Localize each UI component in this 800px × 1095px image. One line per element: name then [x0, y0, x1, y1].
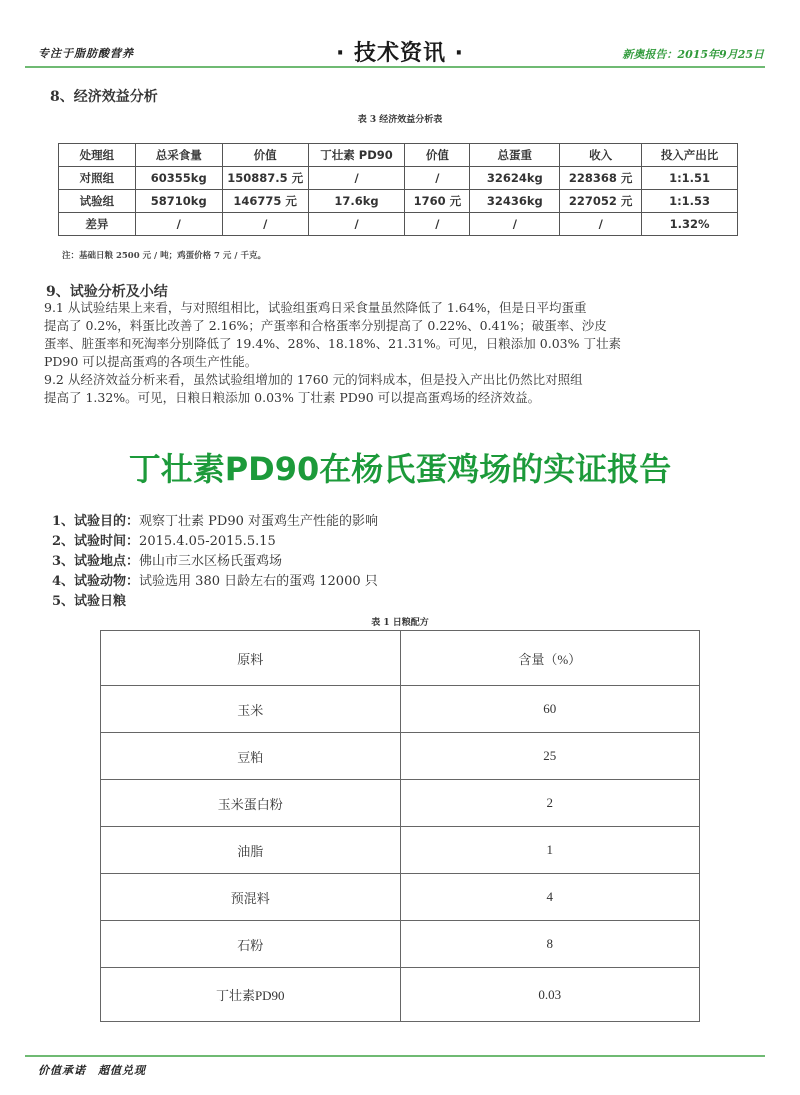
table-cell: 石粉	[101, 921, 401, 968]
header-slogan: 专注于脂肪酸营养	[38, 47, 134, 60]
list-item-label: 4、试验动物：	[52, 574, 140, 589]
table-cell: 1:1.53	[642, 190, 738, 213]
table-cell: 17.6kg	[308, 190, 405, 213]
table-cell: /	[222, 213, 308, 236]
table-cell: /	[560, 213, 642, 236]
list-item-label: 1、试验目的：	[52, 514, 140, 529]
table-cell: 对照组	[59, 167, 136, 190]
table-cell: 试验组	[59, 190, 136, 213]
paragraph-9-2	[44, 371, 764, 407]
table-cell: 2	[400, 780, 700, 827]
text-line: 提高了 1.32%。可见，日粮日粮添加 0.03% 丁壮素 PD90 可以提高蛋鸡场的经济效益。	[44, 390, 541, 405]
table-cell: /	[308, 167, 405, 190]
list-item-value: 佛山市三水区杨氏蛋鸡场	[139, 554, 283, 569]
header-cell: 收入	[560, 144, 642, 167]
table-cell: /	[308, 213, 405, 236]
header-cell: 含量（%）	[400, 631, 700, 686]
table-cell: 228368 元	[560, 167, 642, 190]
table-cell: 150887.5 元	[222, 167, 308, 190]
paragraph-9-1	[44, 299, 764, 371]
text-line: 蛋率、脏蛋率和死淘率分别降低了 19.4%、28%、18.18%、21.31%。可见，日粮添加 0.03% 丁壮素	[44, 336, 621, 351]
diet-formula-table	[100, 630, 700, 1022]
list-item	[52, 552, 378, 572]
table-row	[101, 921, 700, 968]
header-title: · 技术资讯 ·	[335, 41, 465, 66]
trial-info-list	[52, 512, 378, 612]
table-cell: 146775 元	[222, 190, 308, 213]
table-cell: 8	[400, 921, 700, 968]
table-cell: 60	[400, 686, 700, 733]
table-cell: 25	[400, 733, 700, 780]
list-item-label: 2、试验时间：	[52, 534, 140, 549]
header-cell: 处理组	[59, 144, 136, 167]
table-row	[101, 686, 700, 733]
list-item-label: 5、试验日粮	[52, 594, 127, 609]
text-line: 提高了 0.2%，料蛋比改善了 2.16%；产蛋率和合格蛋率分别提高了 0.22%、0.41%；破蛋率、沙皮	[44, 318, 607, 333]
table-cell: 玉米	[101, 686, 401, 733]
table-row	[101, 968, 700, 1022]
header-cell: 投入产出比	[642, 144, 738, 167]
table-row	[59, 167, 738, 190]
list-item-value: 观察丁壮素 PD90 对蛋鸡生产性能的影响	[139, 514, 379, 529]
list-item	[52, 512, 378, 532]
table-cell: 玉米蛋白粉	[101, 780, 401, 827]
table-cell: 油脂	[101, 827, 401, 874]
table-cell: 60355kg	[135, 167, 222, 190]
table-cell: 0.03	[400, 968, 700, 1022]
table-cell: 差异	[59, 213, 136, 236]
economic-analysis-table	[58, 143, 738, 236]
list-item	[52, 572, 378, 592]
table-cell: 1.32%	[642, 213, 738, 236]
table-cell: 预混料	[101, 874, 401, 921]
table-cell: 丁壮素PD90	[101, 968, 401, 1022]
table-cell: 58710kg	[135, 190, 222, 213]
list-item-value: 2015.4.05-2015.5.15	[139, 534, 276, 549]
table-cell: 4	[400, 874, 700, 921]
table3-caption: 表 3 经济效益分析表	[357, 115, 443, 125]
header-date: 新奥报告：2015年9月25日	[622, 48, 764, 61]
table1-caption: 表 1 日粮配方	[371, 618, 429, 628]
header-cell: 总采食量	[135, 144, 222, 167]
table-header-row	[59, 144, 738, 167]
table-row	[59, 190, 738, 213]
table-cell: 1:1.51	[642, 167, 738, 190]
list-item-label: 3、试验地点：	[52, 554, 140, 569]
text-line: 9.1 从试验结果上来看，与对照组相比，试验组蛋鸡日采食量虽然降低了 1.64%，但是日平均蛋重	[44, 300, 587, 315]
table-cell: 1	[400, 827, 700, 874]
header-cell: 总蛋重	[470, 144, 560, 167]
table-cell: 32624kg	[470, 167, 560, 190]
table-cell: /	[470, 213, 560, 236]
footer-divider	[25, 1055, 765, 1057]
table-row	[101, 780, 700, 827]
table3-note: 注：基础日粮 2500 元 / 吨；鸡蛋价格 7 元 / 千克。	[62, 251, 266, 261]
list-item-value: 试验选用 380 日龄左右的蛋鸡 12000 只	[139, 574, 378, 589]
text-line: 9.2 从经济效益分析来看，虽然试验组增加的 1760 元的饲料成本，但是投入产出比仍然比对照组	[44, 372, 583, 387]
table-row	[101, 827, 700, 874]
list-item	[52, 532, 378, 552]
section-9-title: 9、试验分析及小结	[46, 284, 168, 300]
report-title: 丁壮素PD90在杨氏蛋鸡场的实证报告	[128, 450, 672, 488]
table-cell: /	[135, 213, 222, 236]
header-divider	[25, 66, 765, 68]
table-cell: 32436kg	[470, 190, 560, 213]
table-cell: 豆粕	[101, 733, 401, 780]
header-cell: 价值	[222, 144, 308, 167]
text-line: PD90 可以提高蛋鸡的各项生产性能。	[44, 354, 258, 369]
section-8-title: 8、经济效益分析	[50, 89, 158, 105]
table-row	[101, 874, 700, 921]
header-cell: 原料	[101, 631, 401, 686]
table-row	[59, 213, 738, 236]
table-cell: 227052 元	[560, 190, 642, 213]
footer-slogan: 价值承诺 超值兑现	[38, 1064, 146, 1077]
table-cell: /	[405, 213, 470, 236]
list-item	[52, 592, 378, 612]
table-cell: 1760 元	[405, 190, 470, 213]
table-row	[101, 733, 700, 780]
table-header-row	[101, 631, 700, 686]
header-cell: 丁壮素 PD90	[308, 144, 405, 167]
header-cell: 价值	[405, 144, 470, 167]
table-cell: /	[405, 167, 470, 190]
